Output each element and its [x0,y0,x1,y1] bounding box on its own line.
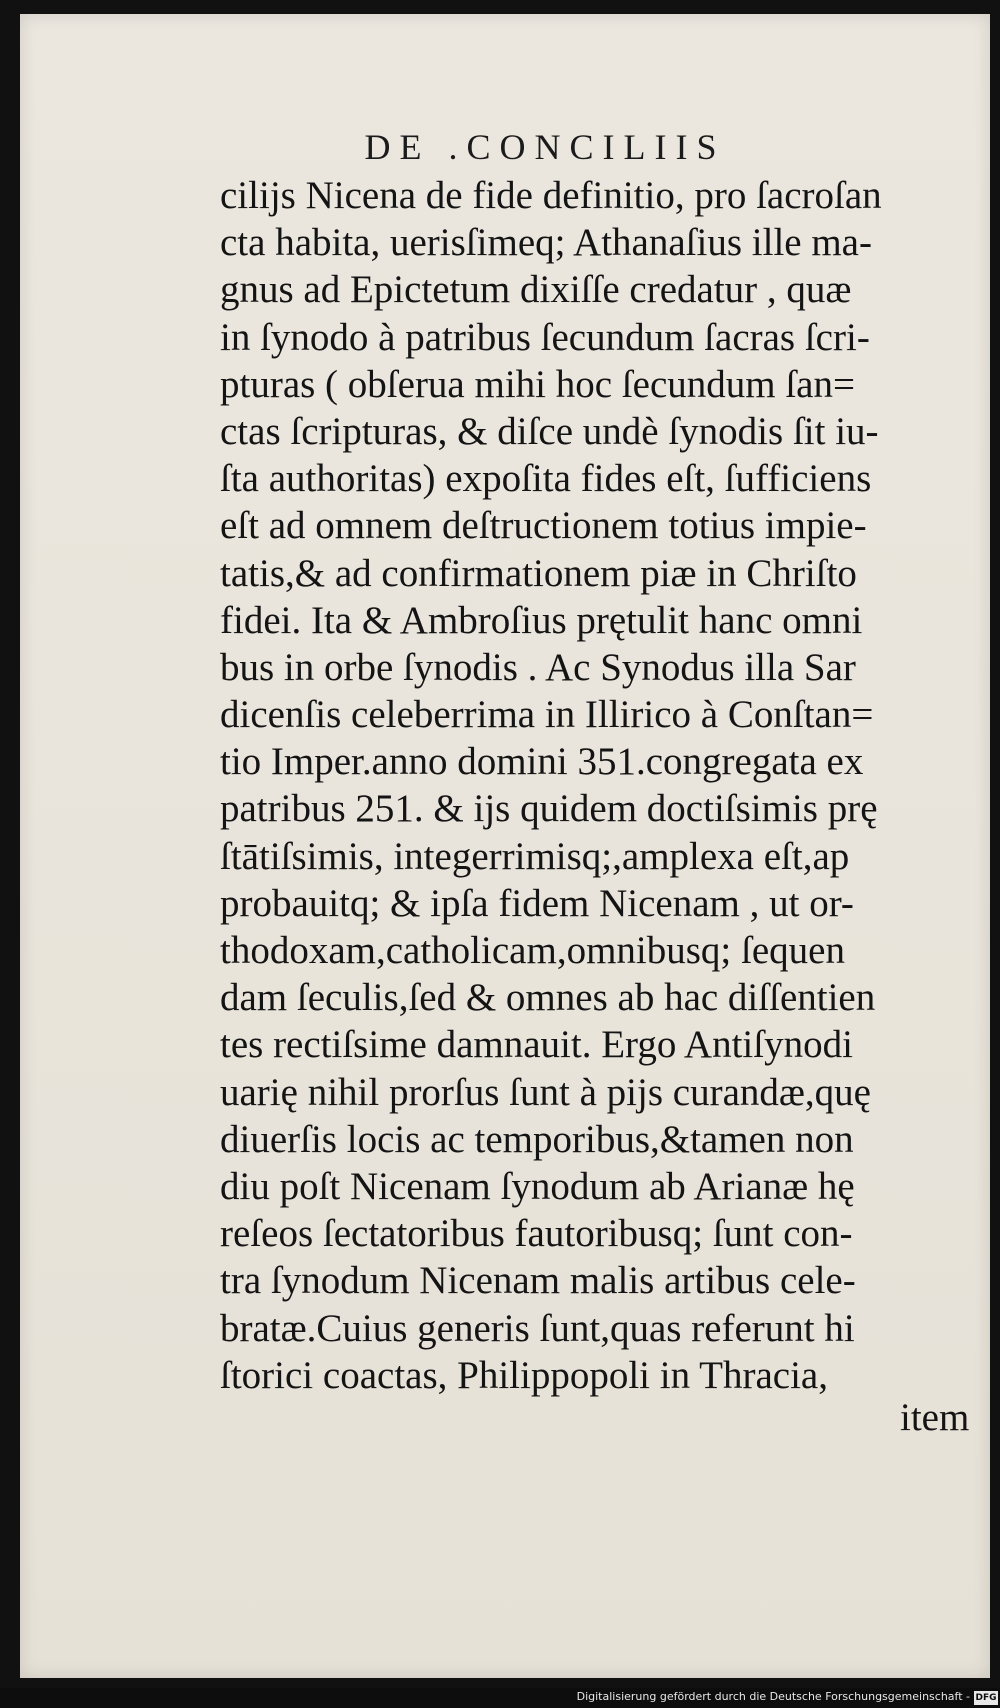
text-line: pturas ( obſerua mihi hoc ſecundum ſan= [220,362,855,406]
text-line: ciliјs Nicena de fide definitio, pro ſacroſan [220,174,882,217]
text-line: tatis,& ad confirmationem piæ in Chriſto [220,551,857,595]
text-line: diu poſt Nicenam ſynodum ab Arianæ hę [220,1164,855,1208]
running-head: DE .CONCILIIS [364,127,726,167]
text-line: cta habita, uerisſimeq; Athanaſius ille ma- [220,221,872,265]
text-line: dam ſeculis,ſed & omnes ab hac diſſentien [220,976,876,1020]
text-line: bratæ.Cuius generis ſunt,quas referunt hi [220,1306,855,1350]
catchword: item [900,1396,970,1439]
text-line: eſt ad omnem deſtructionem totius impie- [220,504,867,548]
text-line: reſeos ſectatoribus fautoribusq; ſunt con- [220,1212,853,1256]
text-line: tio Imper.anno domini 351.congregata ex [220,740,864,784]
text-line: dicenſis celeberrima in Illirico à Conſtan= [220,693,874,737]
text-line: ſtorici coactas, Philippopoli in Thracia, [220,1353,828,1397]
footer-bar [0,1688,1000,1708]
book-page [20,14,990,1678]
text-line: probauitq; & ipſa fidem Nicenam , ut or- [220,881,854,925]
text-line: in ſynodo à patribus ſecundum ſacras ſcri- [220,315,870,359]
dfg-logo: DFG [975,1693,997,1703]
text-line: tes rectiſsime damnauit. Ergo Antiſynodi [220,1023,853,1067]
text-line: gnus ad Epictetum dixiſſe credatur , quæ [220,268,852,312]
text-line: ctas ſcripturas, & diſce undè ſynodis ſit iu- [220,409,879,453]
text-line: thodoxam,catholicam,omnibusq; ſequen [220,929,845,972]
text-line: uarię nihil prorſus ſunt à pijs curandæ,quę [220,1070,871,1114]
text-block [220,172,1000,1399]
footer-credit: Digitalisierung gefördert durch die Deutsche Forschungsgemeinschaft - [576,1690,970,1703]
text-line: tra ſynodum Nicenam malis artibus cele- [220,1259,856,1303]
text-line: fidei. Ita & Ambroſius prętulit hanc omni [220,598,863,642]
text-line: ſtātiſsimis, integerrimisq;,amplexa eſt,ap [220,834,850,878]
text-line: bus in orbe ſynodis . Ac Synodus illa Sar [220,645,856,689]
text-line: patribus 251. & ijs quidem doctiſsimis prę [220,787,878,831]
text-line: ſta authoritas) expoſita fides eſt, ſufficiens [220,457,872,501]
text-line: diuerſis locis ac temporibus,&tamen non [220,1117,854,1161]
